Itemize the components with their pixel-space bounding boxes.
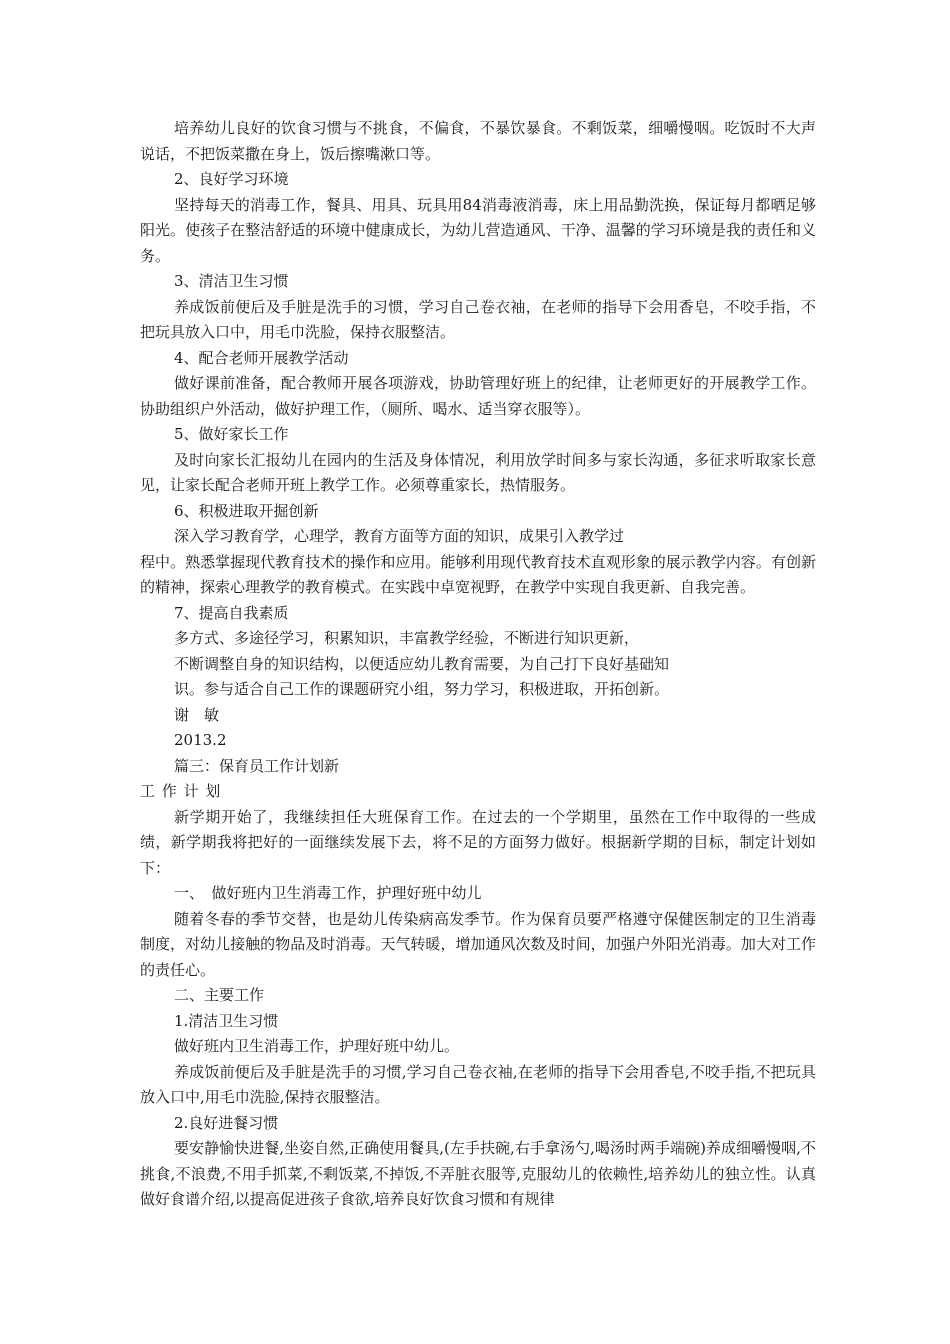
- paragraph: 6、积极进取开掘创新: [174, 501, 319, 520]
- paragraph: 3、清洁卫生习惯: [174, 272, 289, 290]
- paragraph: 坚持每天的消毒工作，餐具、用具、玩具用84消毒液消毒，床上用品勤洗换，保证每月都晒足够阳光。使孩子在整洁舒适的环境中健康成长，为幼儿营造通风、干净、温馨的学习环境是我的责任和义务。: [140, 195, 816, 265]
- paragraph: 养成饭前便后及手脏是洗手的习惯,学习自己卷衣袖,在老师的指导下会用香皂,不咬手指,不把玩具放入口中,用毛巾洗脸,保持衣服整洁。: [140, 1062, 816, 1106]
- paragraph: 谢 敏: [174, 705, 220, 724]
- paragraph: 5、做好家长工作: [174, 425, 289, 443]
- paragraph: 7、提高自我素质: [174, 603, 289, 622]
- paragraph: 二、主要工作: [174, 986, 265, 1004]
- paragraph: 养成饭前便后及手脏是洗手的习惯，学习自己卷衣袖，在老师的指导下会用香皂，不咬手指，不把玩具放入口中，用毛巾洗脸，保持衣服整洁。: [140, 297, 816, 341]
- paragraph: 识。参与适合自己工作的课题研究小组，努力学习，积极进取，开拓创新。: [174, 680, 670, 698]
- paragraph: 2013.2: [174, 731, 227, 749]
- paragraph: 培养幼儿良好的饮食习惯与不挑食，不偏食，不暴饮暴食。不剩饭菜，细嚼慢咽。吃饭时不大声说话，不把饭菜撒在身上，饭后擦嘴漱口等。: [140, 119, 816, 163]
- paragraph: 2.良好进餐习惯: [174, 1113, 279, 1132]
- paragraph: 一、 做好班内卫生消毒工作，护理好班中幼儿: [174, 884, 482, 902]
- paragraph: 新学期开始了，我继续担任大班保育工作。在过去的一个学期里，虽然在工作中取得的一些成绩，新学期我将把好的一面继续发展下去，将不足的方面努力做好。根据新学期的目标，制定计划如下：: [140, 807, 816, 877]
- paragraph: 随着冬春的季节交替，也是幼儿传染病高发季节。作为保育员要严格遵守保健医制定的卫生消毒制度，对幼儿接触的物品及时消毒。天气转暖，增加通风次数及时间，加强户外阳光消毒。加大对工作的责任心。: [140, 909, 816, 979]
- paragraph: 2、良好学习环境: [174, 170, 289, 188]
- paragraph: 篇三：保育员工作计划新: [174, 756, 340, 775]
- paragraph: 程中。熟悉掌握现代教育技术的操作和应用。能够利用现代教育技术直观形象的展示教学内容。有创新的精神，探索心理教学的教育模式。在实践中卓宽视野，在教学中实现自我更新、自我完善。: [140, 552, 816, 596]
- paragraph: 4、配合老师开展教学活动: [174, 348, 349, 367]
- paragraph: 多方式、多途径学习，积累知识，丰富教学经验，不断进行知识更新，: [174, 629, 640, 647]
- document-body: [140, 116, 816, 1213]
- paragraph: 做好课前准备，配合教师开展各项游戏，协助管理好班上的纪律，让老师更好的开展教学工作。协助组织户外活动，做好护理工作，（厕所、喝水、适当穿衣服等）。: [140, 374, 816, 418]
- paragraph: 不断调整自身的知识结构，以便适应幼儿教育需要，为自己打下良好基础知: [174, 654, 670, 673]
- paragraph: 及时向家长汇报幼儿在园内的生活及身体情况，利用放学时间多与家长沟通，多征求听取家长意见，让家长配合老师开班上教学工作。必须尊重家长，热情服务。: [140, 450, 816, 494]
- paragraph: 工作计划: [140, 782, 228, 800]
- paragraph: 1.清洁卫生习惯: [174, 1011, 279, 1030]
- paragraph: 要安静愉快进餐,坐姿自然,正确使用餐具,(左手扶碗,右手拿汤勺,喝汤时两手端碗)养成细嚼慢咽,不挑食,不浪费,不用手抓菜,不剩饭菜,不掉饭,不弄脏衣服等,克服幼儿的依赖性,培养幼儿的独立性。认真做好食谱介绍,以提高促进孩子食欲,培养良好饮食习惯和有规律: [140, 1139, 816, 1208]
- paragraph: 深入学习教育学，心理学，教育方面等方面的知识，成果引入教学过: [174, 527, 625, 545]
- paragraph: 做好班内卫生消毒工作，护理好班中幼儿。: [174, 1037, 460, 1055]
